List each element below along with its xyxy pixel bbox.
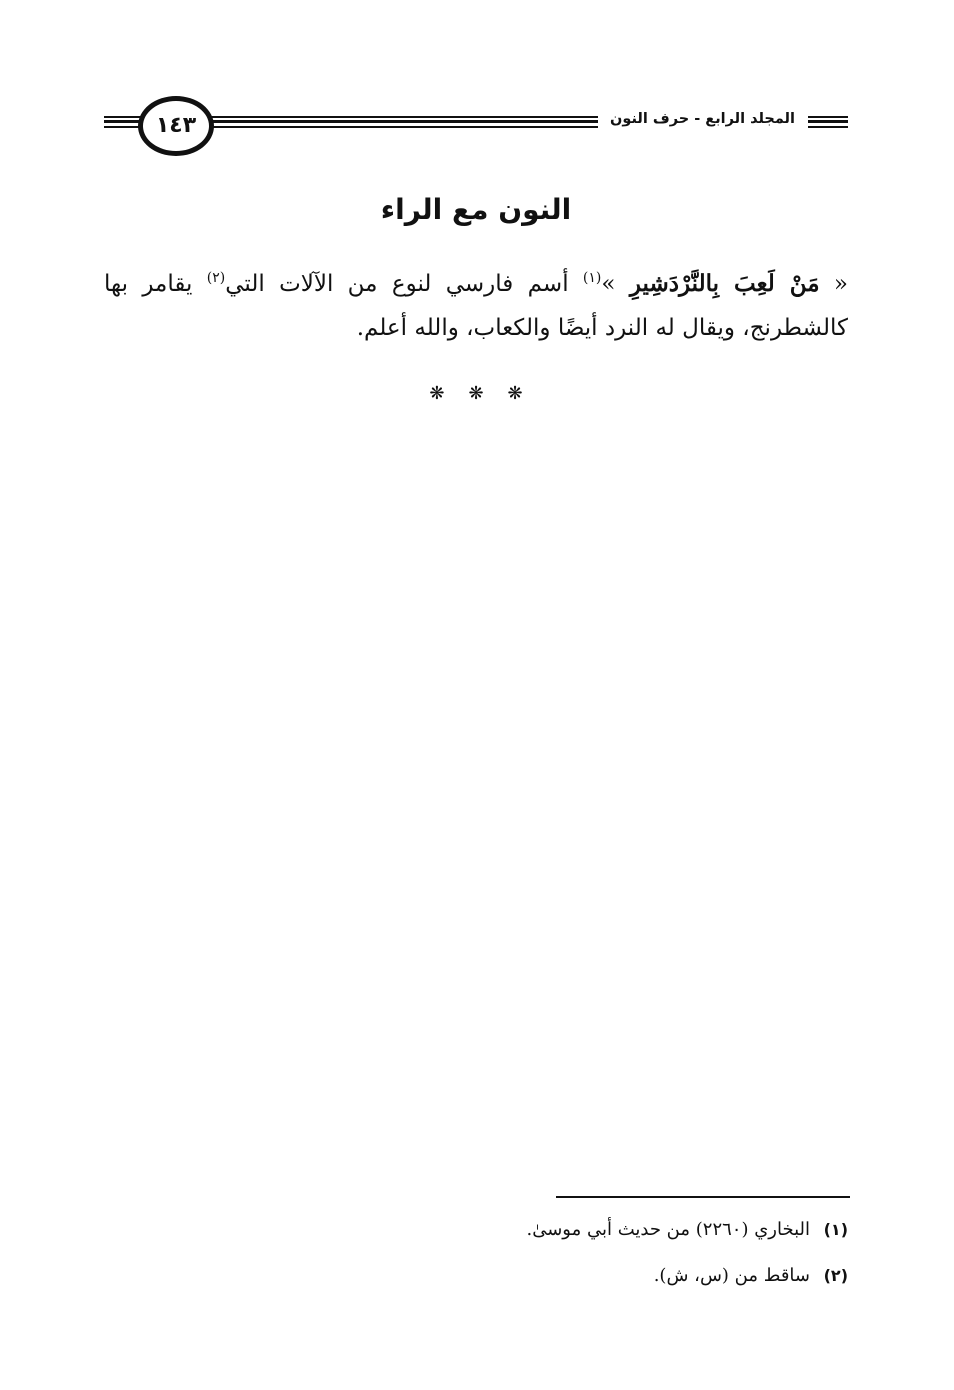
body-text-part-1: أسم فارسي لنوع من الآلات التي — [225, 271, 583, 297]
running-header-title: المجلد الرابع - حرف النون — [610, 111, 795, 127]
hadith-phrase: مَنْ لَعِبَ بِالنَّرْدَشِيرِ — [629, 270, 820, 297]
body-text-part-2: يقامر بها كالشطرنج، ويقال له النرد أيضًا والكعاب، والله أعلم. — [104, 271, 848, 341]
separator-asterisk-icon: ❋ — [468, 383, 484, 404]
footnote-item — [104, 1212, 848, 1258]
footnotes — [104, 1212, 848, 1304]
footnote-divider — [556, 1196, 850, 1198]
footnote-ref-1[interactable]: (١) — [582, 270, 602, 286]
footnote-item — [104, 1258, 848, 1304]
section-separator — [104, 382, 848, 406]
page-number: ١٤٣ — [155, 113, 197, 138]
footnote-ref-2[interactable]: (٢) — [206, 270, 226, 286]
separator-asterisk-icon: ❋ — [507, 383, 523, 404]
quote-open: « — [819, 271, 849, 297]
footnote-text: ساقط من (س، ش). — [653, 1265, 810, 1286]
footnote-text: البخاري (٢٢٦٠) من حديث أبي موسىٰ. — [526, 1219, 810, 1240]
section-heading: النون مع الراء — [380, 193, 572, 226]
separator-asterisk-icon: ❋ — [429, 383, 445, 404]
footnote-number: (٢) — [823, 1266, 848, 1285]
footnote-number: (١) — [823, 1220, 848, 1239]
body-paragraph — [104, 262, 848, 350]
quote-close: » — [601, 271, 630, 297]
page-number-badge — [138, 96, 214, 156]
